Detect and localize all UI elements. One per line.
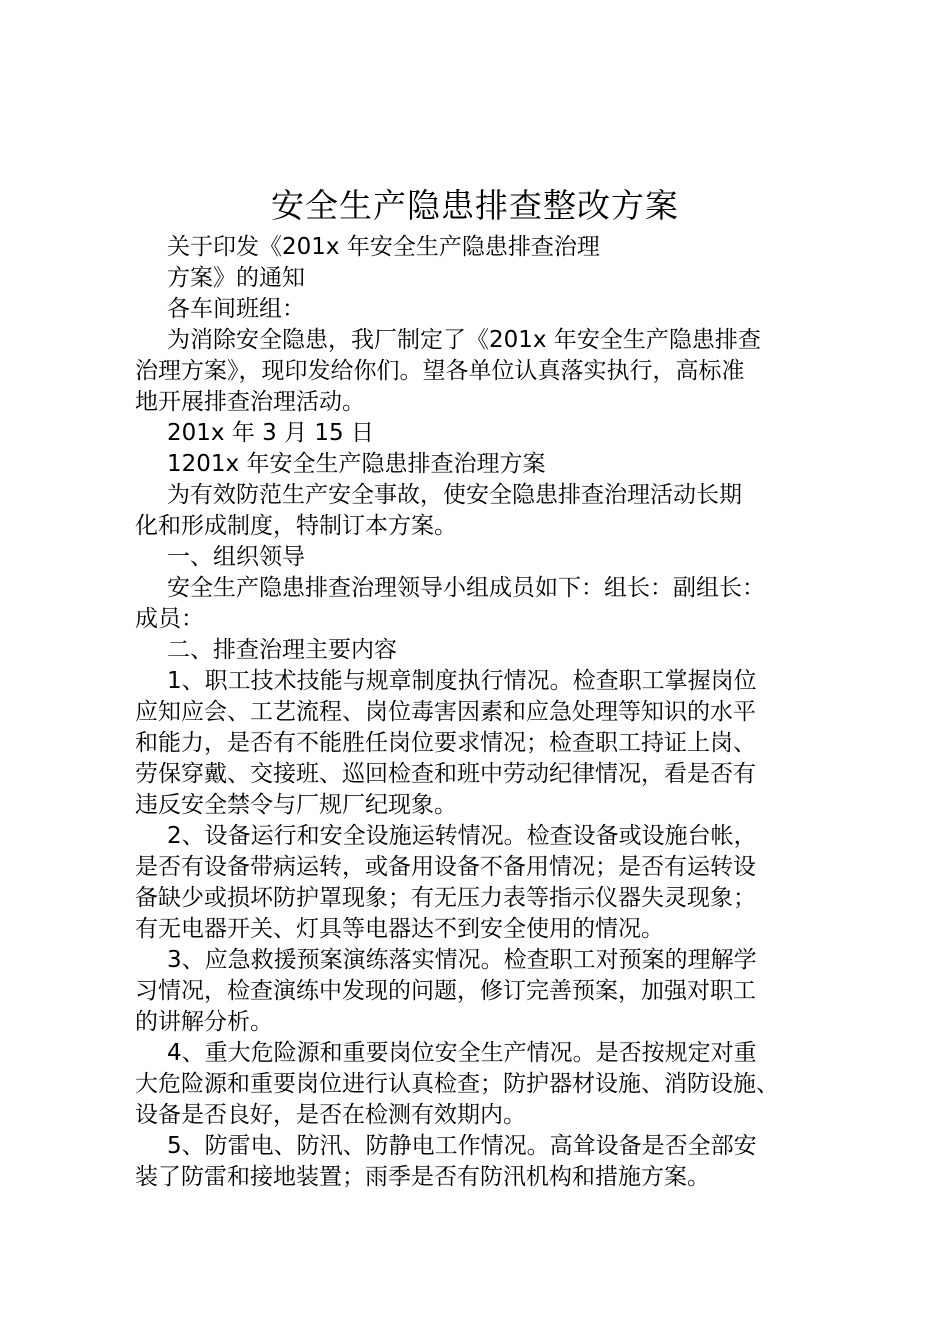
body-line: 和能力，是否有不能胜任岗位要求情况；检查职工持证上岗、 [135, 730, 756, 756]
body-line: 地开展排查治理活动。 [135, 389, 365, 415]
body-line: 大危险源和重要岗位进行认真检查；防护器材设施、消防设施、 [135, 1071, 779, 1097]
body-line: 备缺少或损坏防护罩现象；有无压力表等指示仪器失灵现象； [135, 885, 756, 911]
body-line: 劳保穿戴、交接班、巡回检查和班中劳动纪律情况，看是否有 [135, 761, 756, 787]
body-line: 为消除安全隐患，我厂制定了《201x 年安全生产隐患排查 [167, 327, 761, 353]
body-line: 成员： [135, 606, 204, 632]
body-line: 的讲解分析。 [135, 1009, 273, 1035]
body-line: 是否有设备带病运转，或备用设备不备用情况；是否有运转设 [135, 854, 756, 880]
body-line: 方案》的通知 [167, 265, 305, 291]
body-line: 习情况，检查演练中发现的问题，修订完善预案，加强对职工 [135, 978, 756, 1004]
body-line: 1201x 年安全生产隐患排查治理方案 [167, 451, 546, 477]
body-line: 装了防雷和接地装置；雨季是否有防汛机构和措施方案。 [135, 1164, 710, 1190]
body-line: 有无电器开关、灯具等电器达不到安全使用的情况。 [135, 916, 664, 942]
body-line: 化和形成制度，特制订本方案。 [135, 513, 457, 539]
body-line: 3、应急救援预案演练落实情况。检查职工对预案的理解学 [167, 947, 757, 973]
body-line: 违反安全禁令与厂规厂纪现象。 [135, 792, 457, 818]
body-line: 关于印发《201x 年安全生产隐患排查治理 [167, 234, 600, 260]
section-heading: 一、组织领导 [167, 544, 305, 570]
body-line: 各车间班组： [167, 296, 305, 322]
body-line: 2、设备运行和安全设施运转情况。检查设备或设施台帐， [167, 823, 757, 849]
document-title: 安全生产隐患排查整改方案 [271, 186, 679, 225]
body-line: 应知应会、工艺流程、岗位毒害因素和应急处理等知识的水平 [135, 699, 756, 725]
document-body [135, 232, 830, 1193]
body-line: 治理方案》，现印发给你们。望各单位认真落实执行，高标准 [135, 358, 745, 384]
body-line: 1、职工技术技能与规章制度执行情况。检查职工掌握岗位 [167, 668, 757, 694]
body-line: 安全生产隐患排查治理领导小组成员如下：组长：副组长： [167, 575, 765, 601]
section-heading: 二、排查治理主要内容 [167, 637, 397, 663]
body-line: 为有效防范生产安全事故，使安全隐患排查治理活动长期 [167, 482, 742, 508]
body-line: 4、重大危险源和重要岗位安全生产情况。是否按规定对重 [167, 1040, 757, 1066]
body-line: 201x 年 3 月 15 日 [167, 420, 374, 446]
body-line: 设备是否良好，是否在检测有效期内。 [135, 1102, 526, 1128]
body-line: 5、防雷电、防汛、防静电工作情况。高耸设备是否全部安 [167, 1133, 757, 1159]
